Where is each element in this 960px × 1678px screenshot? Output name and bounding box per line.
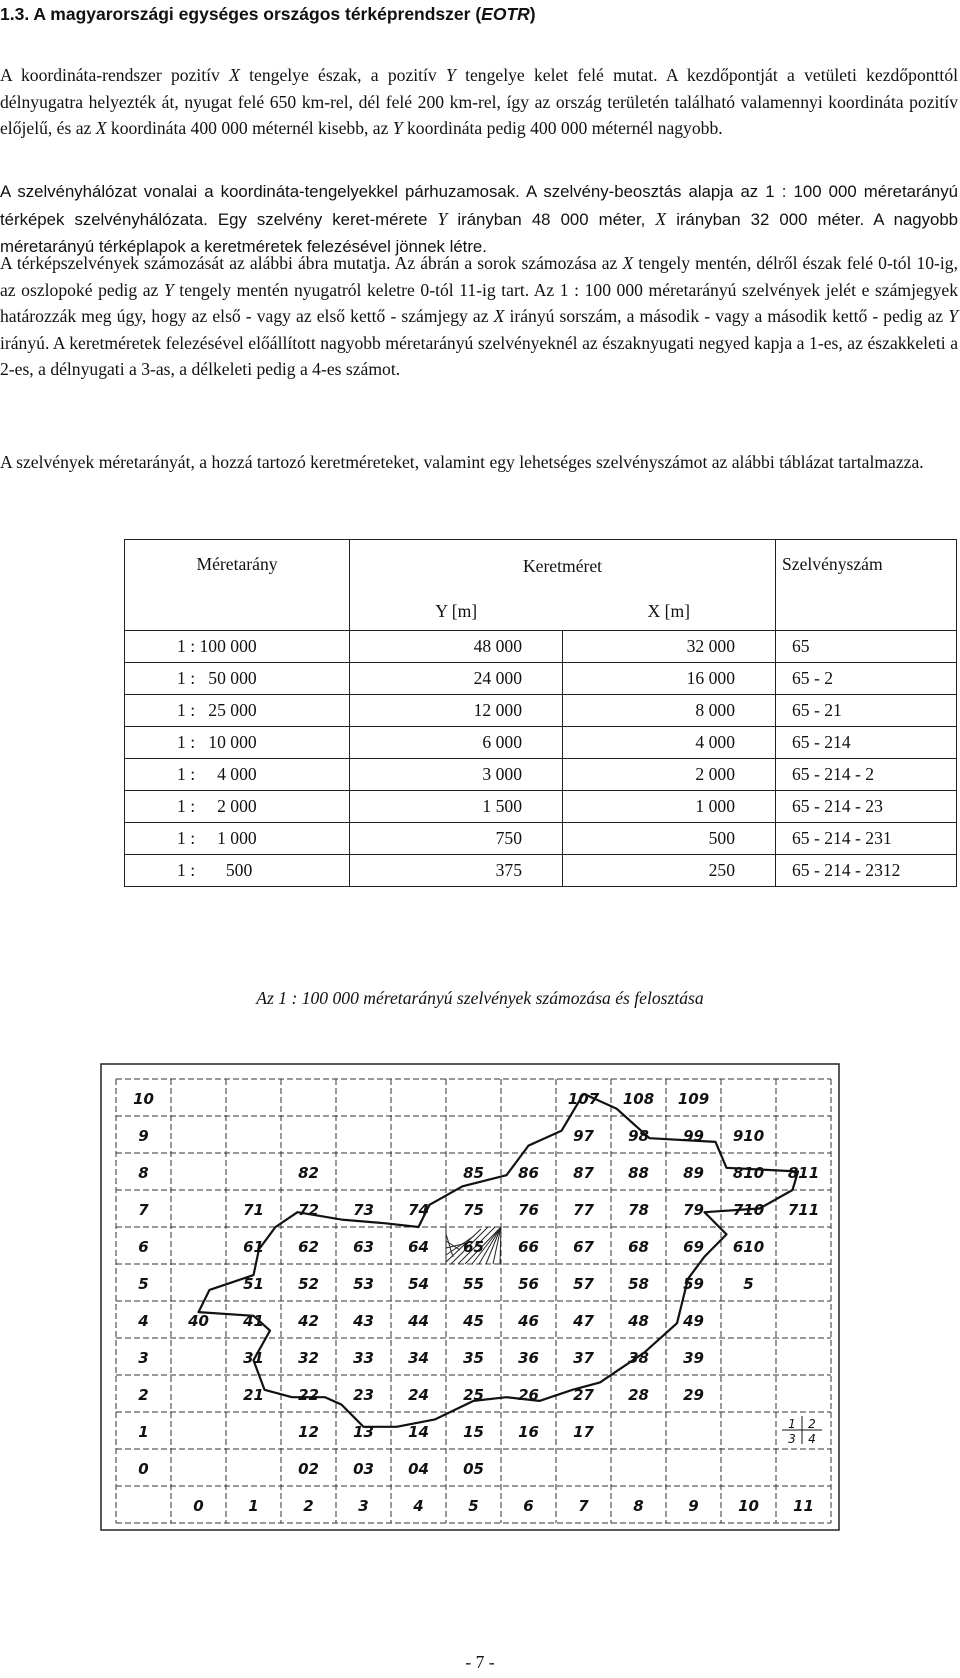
sheet-label: 86 — [518, 1164, 539, 1182]
sheet-label: 56 — [518, 1275, 539, 1293]
paragraph-numbering: A térképszelvények számozását az alábbi ábra mutatja. Az ábrán a sorok számozása az X tengely mentén, délről észak felé 0-tól 10-ig, az oszlopoké pedig az Y tengely mentén nyugatról keletre 0-tól 11-ig tart. Az 1 : 100 000 méretarányú szelvények jelét e számjegyek határozzák meg úgy, hogy az első - vagy az első kettő - számjegy az X irányú sorszám, a második - vagy a második kettő - pedig az Y irányú. A keretméretek felezésével előállított nagyobb méretarányú szelvényeknél az északnyugati negyed kapja a 1-es, az északkeleti a 2-es, a délnyugati a 3-as, a délkeleti pedig a 4-es számot. — [0, 253, 958, 379]
sheet-label: 108 — [622, 1090, 655, 1108]
table-row — [125, 663, 957, 695]
table-row — [125, 695, 957, 727]
sheet-label: 66 — [518, 1238, 539, 1256]
cell-x: 250 — [563, 855, 776, 887]
sheet-label: 40 — [188, 1312, 209, 1330]
cell-scale: 1 : 2 000 — [125, 791, 350, 823]
paragraph-coordinate-system: A koordináta-rendszer pozitív X tengelye észak, a pozitív Y tengelye kelet felé mutat. A kezdőpontját a vetületi kezdőponttól délnyugatra helyezték át, nyugat felé 650 km-rel, dél felé 200 km-rel, így az ország területén található valamennyi koordináta pozitív előjelű, és az X koordináta 400 000 méternél kisebb, az Y koordináta pedig 400 000 méternél nagyobb. — [0, 65, 958, 138]
column-label: 11 — [793, 1497, 814, 1515]
header-sheet: Szelvényszám — [776, 540, 957, 631]
cell-y: 12 000 — [350, 695, 563, 727]
figure-caption: Az 1 : 100 000 méretarányú szelvények számozása és felosztása — [256, 988, 704, 1008]
cell-sheet: 65 - 214 - 23 — [776, 791, 957, 823]
quadrant-label: 3 — [788, 1432, 796, 1446]
cell-scale: 1 : 100 000 — [125, 631, 350, 663]
sheet-label: 82 — [298, 1164, 319, 1182]
quadrant-label: 2 — [808, 1417, 816, 1431]
cell-x: 4 000 — [563, 727, 776, 759]
sheet-label: 25 — [463, 1386, 484, 1404]
sheet-label: 35 — [463, 1349, 484, 1367]
table-row — [125, 791, 957, 823]
row-label: 7 — [138, 1201, 149, 1219]
sheet-label: 610 — [732, 1238, 765, 1256]
sheet-label: 52 — [298, 1275, 319, 1293]
sheet-label: 31 — [243, 1349, 264, 1367]
sheet-label: 47 — [573, 1312, 594, 1330]
sheet-label: 58 — [628, 1275, 649, 1293]
cell-scale: 1 : 500 — [125, 855, 350, 887]
sheet-label: 76 — [518, 1201, 539, 1219]
sheet-label: 27 — [573, 1386, 594, 1404]
cell-scale: 1 : 50 000 — [125, 663, 350, 695]
paragraph-table-intro: A szelvények méretarányát, a hozzá tartozó keretméreteket, valamint egy lehetséges szelvényszámot az alábbi táblázat tartalmazza. — [0, 452, 924, 472]
sheet-label: 37 — [573, 1349, 594, 1367]
row-label: 10 — [133, 1090, 154, 1108]
row-label: 5 — [138, 1275, 149, 1293]
table-row — [125, 727, 957, 759]
sheet-label: 26 — [518, 1386, 539, 1404]
paragraph-sheet-grid: A szelvényhálózat vonalai a koordináta-tengelyekkel párhuzamosak. A szelvény-beosztás alapja az 1 : 100 000 méretarányú térképek szelvényhálózata. Egy szelvény keret-mérete Y irányban 48 000 méter, X irányban 32 000 méter. A nagyobb méretarányú térképlapok a keretméretek felezésével jönnek létre. — [0, 182, 959, 256]
sheet-label: 109 — [677, 1090, 710, 1108]
sheet-label: 63 — [353, 1238, 374, 1256]
row-label: 4 — [138, 1312, 149, 1330]
sheet-label: 62 — [298, 1238, 319, 1256]
sheet-label: 710 — [732, 1201, 765, 1219]
header-scale: Méretarány — [125, 540, 350, 631]
cell-x: 2 000 — [563, 759, 776, 791]
country-boundary — [199, 1094, 799, 1427]
cell-y: 1 500 — [350, 791, 563, 823]
cell-x: 16 000 — [563, 663, 776, 695]
table-row — [125, 631, 957, 663]
sheet-label: 59 — [683, 1275, 704, 1293]
table-row — [125, 823, 957, 855]
sheet-label: 5 — [743, 1275, 754, 1293]
sheet-label: 107 — [567, 1090, 600, 1108]
column-label: 1 — [248, 1497, 259, 1515]
sheet-label: 45 — [463, 1312, 484, 1330]
sheet-label: 49 — [683, 1312, 704, 1330]
sheet-label: 42 — [298, 1312, 319, 1330]
sheet-label: 39 — [683, 1349, 704, 1367]
sheet-label: 15 — [463, 1423, 484, 1441]
sheet-label: 68 — [628, 1238, 649, 1256]
header-frame: Keretméret — [350, 540, 776, 593]
page-number: - 7 - — [465, 1652, 495, 1672]
header-x: X [m] — [563, 592, 776, 631]
cell-scale: 1 : 1 000 — [125, 823, 350, 855]
sheet-label: 05 — [463, 1460, 484, 1478]
column-label: 8 — [633, 1497, 644, 1515]
sheet-label: 64 — [408, 1238, 429, 1256]
row-label: 6 — [138, 1238, 149, 1256]
cell-sheet: 65 - 2 — [776, 663, 957, 695]
column-label: 0 — [193, 1497, 204, 1515]
sheet-label: 74 — [408, 1201, 429, 1219]
sheet-label: 38 — [628, 1349, 649, 1367]
sheet-label: 02 — [298, 1460, 319, 1478]
sheet-label: 44 — [408, 1312, 429, 1330]
cell-x: 1 000 — [563, 791, 776, 823]
section-heading: 1.3. A magyarországi egységes országos térképrendszer (EOTR) — [0, 4, 536, 24]
cell-sheet: 65 - 21 — [776, 695, 957, 727]
cell-sheet: 65 - 214 - 2 — [776, 759, 957, 791]
sheet-label: 65 — [463, 1238, 484, 1256]
sheet-label: 79 — [683, 1201, 704, 1219]
sheet-label: 41 — [243, 1312, 264, 1330]
sheet-label: 75 — [463, 1201, 484, 1219]
column-label: 5 — [468, 1497, 479, 1515]
cell-y: 375 — [350, 855, 563, 887]
sheet-label: 14 — [408, 1423, 429, 1441]
sheet-label: 78 — [628, 1201, 649, 1219]
row-label: 9 — [138, 1127, 149, 1145]
sheet-label: 97 — [573, 1127, 594, 1145]
column-label: 2 — [303, 1497, 314, 1515]
sheet-label: 73 — [353, 1201, 374, 1219]
sheet-label: 811 — [787, 1164, 820, 1182]
cell-sheet: 65 - 214 — [776, 727, 957, 759]
row-label: 1 — [138, 1423, 149, 1441]
cell-sheet: 65 - 214 - 2312 — [776, 855, 957, 887]
sheet-label: 23 — [353, 1386, 374, 1404]
sheet-label: 32 — [298, 1349, 319, 1367]
sheet-label: 53 — [353, 1275, 374, 1293]
sheet-label: 04 — [408, 1460, 429, 1478]
hatch-line — [486, 1227, 501, 1264]
sheet-label: 98 — [628, 1127, 649, 1145]
column-label: 6 — [523, 1497, 534, 1515]
cell-x: 32 000 — [563, 631, 776, 663]
sheet-label: 87 — [573, 1164, 594, 1182]
sheet-numbering-grid — [100, 1063, 840, 1531]
sheet-label: 99 — [683, 1127, 704, 1145]
table-row — [125, 855, 957, 887]
sheet-label: 21 — [243, 1386, 264, 1404]
column-label: 3 — [358, 1497, 369, 1515]
sheet-label: 85 — [463, 1164, 484, 1182]
sheet-label: 88 — [628, 1164, 649, 1182]
sheet-label: 13 — [353, 1423, 374, 1441]
sheet-label: 71 — [243, 1201, 264, 1219]
sheet-label: 33 — [353, 1349, 374, 1367]
cell-y: 48 000 — [350, 631, 563, 663]
row-label: 3 — [138, 1349, 149, 1367]
sheet-label: 48 — [628, 1312, 649, 1330]
cell-scale: 1 : 4 000 — [125, 759, 350, 791]
sheet-label: 711 — [787, 1201, 820, 1219]
sheet-label: 29 — [683, 1386, 704, 1404]
cell-y: 6 000 — [350, 727, 563, 759]
sheet-label: 57 — [573, 1275, 594, 1293]
quadrant-label: 4 — [808, 1432, 816, 1446]
cell-sheet: 65 — [776, 631, 957, 663]
hatch-line — [446, 1234, 453, 1257]
sheet-label: 12 — [298, 1423, 319, 1441]
sheet-label: 36 — [518, 1349, 539, 1367]
sheet-label: 77 — [573, 1201, 594, 1219]
sheet-label: 24 — [408, 1386, 429, 1404]
cell-x: 500 — [563, 823, 776, 855]
sheet-label: 43 — [353, 1312, 374, 1330]
cell-y: 24 000 — [350, 663, 563, 695]
column-label: 10 — [738, 1497, 759, 1515]
table-row — [125, 759, 957, 791]
sheet-label: 16 — [518, 1423, 539, 1441]
sheet-label: 03 — [353, 1460, 374, 1478]
sheet-label: 61 — [243, 1238, 264, 1256]
sheet-label: 54 — [408, 1275, 429, 1293]
sheet-label: 51 — [243, 1275, 264, 1293]
row-label: 2 — [138, 1386, 149, 1404]
cell-y: 750 — [350, 823, 563, 855]
sheet-label: 69 — [683, 1238, 704, 1256]
sheet-label: 28 — [628, 1386, 649, 1404]
cell-scale: 1 : 10 000 — [125, 727, 350, 759]
row-label: 0 — [138, 1460, 149, 1478]
sheet-label: 67 — [573, 1238, 594, 1256]
cell-scale: 1 : 25 000 — [125, 695, 350, 727]
row-label: 8 — [138, 1164, 149, 1182]
sheet-label: 22 — [298, 1386, 319, 1404]
scale-table — [124, 539, 957, 887]
sheet-label: 910 — [732, 1127, 765, 1145]
sheet-label: 89 — [683, 1164, 704, 1182]
sheet-label: 72 — [298, 1201, 319, 1219]
cell-sheet: 65 - 214 - 231 — [776, 823, 957, 855]
sheet-label: 34 — [408, 1349, 429, 1367]
column-label: 4 — [413, 1497, 424, 1515]
quadrant-label: 1 — [788, 1417, 796, 1431]
cell-y: 3 000 — [350, 759, 563, 791]
sheet-label: 46 — [518, 1312, 539, 1330]
sheet-label: 55 — [463, 1275, 484, 1293]
cell-x: 8 000 — [563, 695, 776, 727]
sheet-label: 810 — [732, 1164, 765, 1182]
sheet-label: 17 — [573, 1423, 594, 1441]
header-y: Y [m] — [350, 592, 563, 631]
column-label: 9 — [688, 1497, 699, 1515]
column-label: 7 — [578, 1497, 589, 1515]
